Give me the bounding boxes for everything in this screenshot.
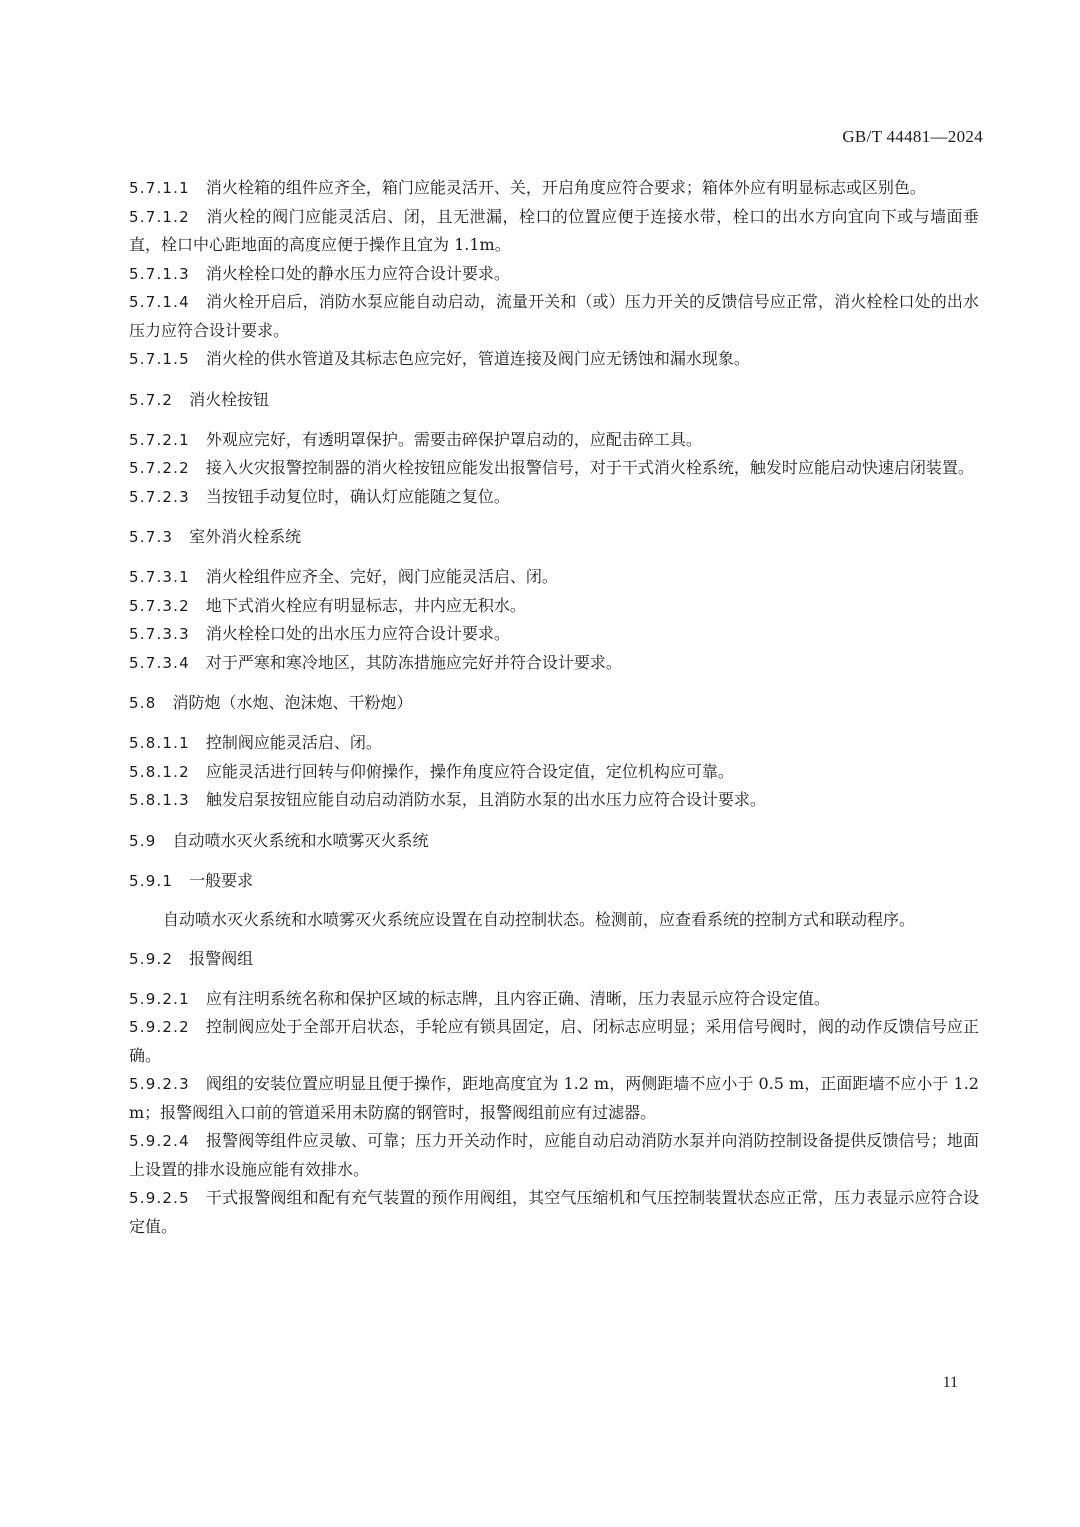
section-title: 一般要求: [189, 870, 254, 890]
standard-code: GB/T 44481—2024: [842, 127, 983, 146]
clause-number: 5.8.1.2: [129, 762, 190, 781]
clause-5-9-2-5: [129, 1184, 979, 1241]
clause-5-7-2-2: [129, 454, 979, 483]
clause-5-8-1-2: [129, 758, 979, 787]
clause-number: 5.9.2.1: [129, 989, 190, 1008]
clause-text: 消火栓的供水管道及其标志色应完好，管道连接及阀门应无锈蚀和漏水现象。: [205, 349, 750, 368]
clause-number: 5.7.2.3: [129, 487, 190, 506]
clause-number: 5.9.2.4: [129, 1132, 190, 1150]
clause-text: 干式报警阀组和配有充气装置的预作用阀组，其空气压缩机和气压控制装置状态应正常，压力表显示应符合设定值。: [129, 1188, 979, 1236]
clause-text: 地下式消火栓应有明显标志，井内应无积水。: [205, 595, 526, 615]
clause-number: 5.7.3.4: [129, 653, 190, 672]
section-title: 自动喷水灭火系统和水喷雾灭火系统: [172, 830, 429, 850]
clause-number: 5.7.1.3: [129, 264, 190, 283]
clause-text: 当按钮手动复位时，确认灯应能随之复位。: [205, 486, 510, 506]
clause-5-7-3-3: [129, 620, 979, 649]
section-heading-5-8: [129, 689, 979, 717]
clause-text: 消火栓栓口处的出水压力应符合设计要求。: [205, 624, 510, 643]
page-number: 11: [942, 1374, 958, 1391]
section-heading-5-7-3: [129, 523, 979, 551]
section-heading-5-9: [129, 827, 979, 855]
clause-text: 消火栓的阀门应能灵活启、闭，且无泄漏，栓口的位置应便于连接水带，栓口的出水方向宜向下或与墙面垂直，栓口中心距地面的高度应便于操作且宜为 1.1m。: [129, 206, 979, 254]
clause-5-7-1-1: [129, 174, 979, 203]
section-number: 5.9.1: [129, 871, 174, 890]
section-number: 5.7.2: [129, 390, 174, 409]
section-title: 报警阀组: [189, 948, 254, 968]
clause-text: 阀组的安装位置应明显且便于操作，距地高度宜为 1.2 m，两侧距墙不应小于 0.5 m，正面距墙不应小于 1.2 m；报警阀组入口前的管道采用未防腐的钢管时，报警阀组前应有过滤器。: [129, 1074, 979, 1122]
clause-number: 5.7.1.2: [129, 207, 190, 226]
section-number: 5.9: [129, 831, 157, 850]
clause-5-9-2-3: [129, 1070, 979, 1127]
clause-text: 外观应完好，有透明罩保护。需要击碎保护罩启动的，应配击碎工具。: [205, 429, 702, 449]
clause-5-8-1-3: [129, 786, 979, 815]
clause-5-9-2-4: [129, 1127, 979, 1184]
clause-5-8-1-1: [129, 729, 979, 758]
clause-5-7-1-5: [129, 345, 979, 374]
clause-text: 接入火灾报警控制器的消火栓按钮应能发出报警信号，对于干式消火栓系统，触发时应能启动快速启闭装置。: [205, 458, 974, 477]
body-paragraph: 自动喷水灭火系统和水喷雾灭火系统应设置在自动控制状态。检测前，应查看系统的控制方式和联动程序。: [163, 909, 916, 929]
clause-5-7-3-2: [129, 592, 979, 621]
section-title: 室外消火栓系统: [189, 527, 302, 546]
clause-text: 触发启泵按钮应能自动启动消防水泵，且消防水泵的出水压力应符合设计要求。: [205, 790, 766, 809]
section-title: 消火栓按钮: [189, 389, 270, 409]
clause-5-7-1-3: [129, 260, 979, 289]
clause-text: 应能灵活进行回转与仰俯操作，操作角度应符合设定值，定位机构应可靠。: [205, 761, 734, 781]
clause-number: 5.7.3.2: [129, 596, 190, 615]
clause-text: 控制阀应能灵活启、闭。: [205, 733, 382, 752]
clause-number: 5.7.1.1: [129, 179, 190, 197]
clause-number: 5.7.2.2: [129, 459, 190, 477]
clause-5-9-2-1: [129, 985, 979, 1014]
clause-text: 对于严寒和寒冷地区，其防冻措施应完好并符合设计要求。: [205, 652, 622, 672]
clause-number: 5.7.1.4: [129, 293, 190, 311]
clause-5-9-2-2: [129, 1013, 979, 1070]
clause-number: 5.9.2.5: [129, 1189, 190, 1207]
clause-number: 5.7.3.3: [129, 625, 190, 643]
clause-5-7-1-2: [129, 203, 979, 260]
clause-number: 5.8.1.3: [129, 791, 190, 809]
section-heading-5-9-2: [129, 945, 979, 973]
clause-text: 应有注明系统名称和保护区域的标志牌，且内容正确、清晰，压力表显示应符合设定值。: [205, 988, 830, 1008]
document-body: [129, 174, 979, 1241]
clause-number: 5.7.1.5: [129, 350, 190, 368]
clause-5-7-3-1: [129, 563, 979, 592]
section-number: 5.7.3: [129, 528, 174, 546]
clause-number: 5.7.2.1: [129, 430, 190, 449]
section-number: 5.8: [129, 694, 157, 712]
clause-text: 消火栓开启后，消防水泵应能自动启动，流量开关和（或）压力开关的反馈信号应正常，消火栓栓口处的出水压力应符合设计要求。: [129, 292, 979, 340]
section-title: 消防炮（水炮、泡沫炮、干粉炮）: [172, 693, 413, 712]
section-number: 5.9.2: [129, 949, 174, 968]
clause-text: 报警阀等组件应灵敏、可靠；压力开关动作时，应能自动启动消防水泵并向消防控制设备提供反馈信号；地面上设置的排水设施应能有效排水。: [129, 1131, 979, 1179]
document-header: [842, 127, 983, 147]
clause-text: 消火栓箱的组件应齐全，箱门应能灵活开、关，开启角度应符合要求；箱体外应有明显标志或区别色。: [205, 178, 926, 197]
clause-number: 5.8.1.1: [129, 734, 190, 752]
clause-text: 消火栓组件应齐全、完好，阀门应能灵活启、闭。: [205, 567, 558, 586]
clause-5-7-2-1: [129, 426, 979, 455]
clause-number: 5.9.2.3: [129, 1075, 190, 1093]
clause-number: 5.7.3.1: [129, 568, 190, 586]
section-heading-5-7-2: [129, 386, 979, 414]
clause-5-7-1-4: [129, 288, 979, 345]
clause-5-7-2-3: [129, 483, 979, 512]
clause-text: 消火栓栓口处的静水压力应符合设计要求。: [205, 263, 510, 283]
clause-text: 控制阀应处于全部开启状态，手轮应有锁具固定，启、闭标志应明显；采用信号阀时，阀的动作反馈信号应正确。: [129, 1017, 979, 1065]
clause-5-7-3-4: [129, 649, 979, 678]
section-heading-5-9-1: [129, 867, 979, 895]
clause-number: 5.9.2.2: [129, 1018, 190, 1036]
